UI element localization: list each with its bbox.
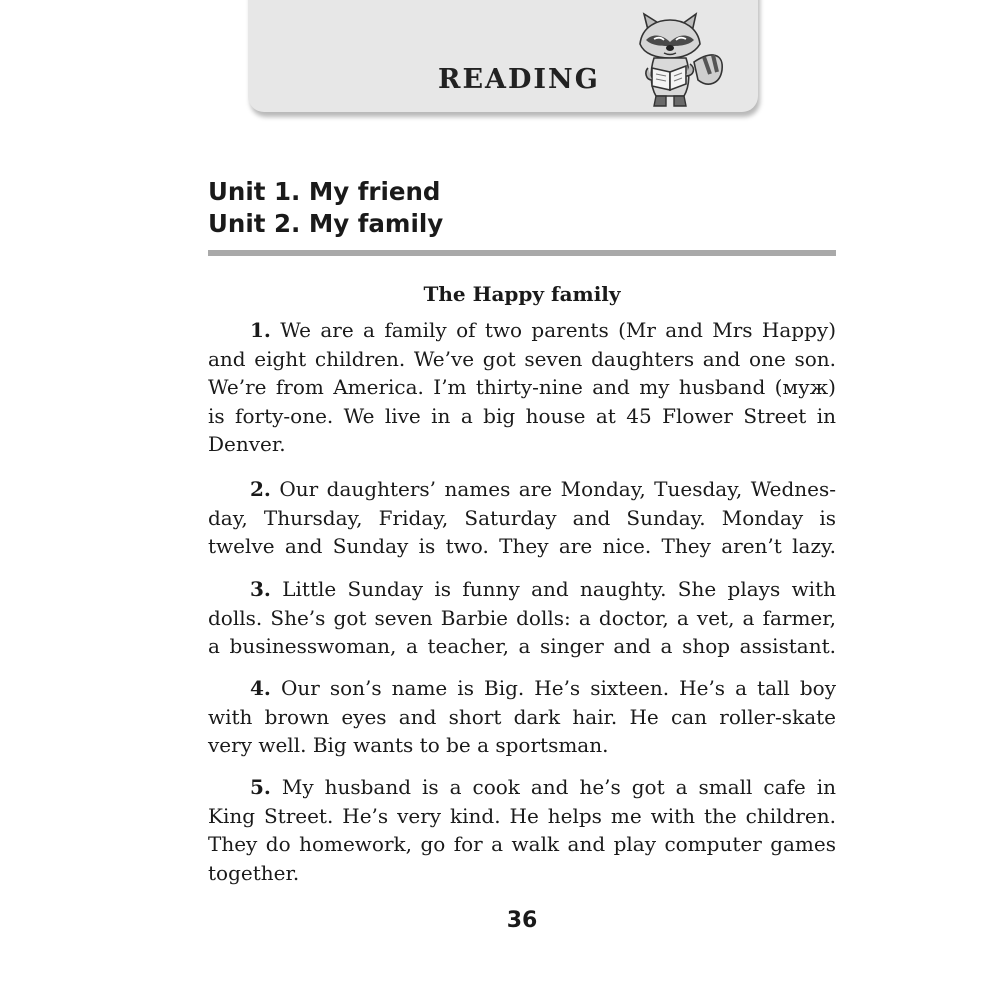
paragraph-number: 2.: [250, 477, 271, 501]
paragraph-number: 5.: [250, 775, 271, 799]
paragraph-line: very well. Big wants to be a sportsman.: [208, 733, 609, 757]
paragraph-line: 5. My husband is a cook and he’s got a small cafe in: [250, 775, 837, 799]
story-paragraph: [208, 674, 836, 760]
unit-heading: Unit 2. My family: [208, 209, 444, 238]
paragraph-line: dolls. She’s got seven Barbie dolls: a doctor, a vet, a farmer,: [208, 605, 836, 630]
story-paragraph: [208, 316, 836, 459]
paragraph-line: 2. Our daughters’ names are Monday, Tuesday, Wednes-: [250, 477, 836, 501]
paragraph-line: with brown eyes and short dark hair. He can roller-skate: [208, 704, 836, 729]
section-title: READING: [438, 64, 600, 95]
paragraph-line: We’re from America. I’m thirty-nine and my husband (муж): [208, 375, 836, 399]
paragraph-line: day, Thursday, Friday, Saturday and Sunday. Monday is: [208, 505, 836, 530]
paragraph-line: 1. We are a family of two parents (Mr and Mrs Happy): [250, 318, 836, 342]
story-paragraph: [208, 773, 836, 887]
story-title: The Happy family: [423, 282, 621, 306]
unit-headings: [208, 176, 443, 240]
raccoon-reading-icon: [624, 10, 728, 110]
paragraph-line: Denver.: [208, 432, 286, 456]
story-paragraph: [208, 575, 836, 661]
paragraph-number: 4.: [250, 676, 271, 700]
paragraph-number: 1.: [250, 318, 271, 342]
paragraph-number: 3.: [250, 577, 271, 601]
paragraph-line: and eight children. We’ve got seven daughters and one son.: [208, 346, 836, 371]
paragraph-line: together.: [208, 860, 300, 885]
paragraph-line: twelve and Sunday is two. They are nice. They aren’t lazy.: [208, 534, 836, 558]
paragraph-line: is forty-one. We live in a big house at 45 Flower Street in: [208, 403, 836, 428]
page-number: 36: [506, 908, 538, 933]
unit-heading: Unit 1. My friend: [208, 177, 441, 206]
paragraph-line: 3. Little Sunday is funny and naughty. She plays with: [250, 577, 836, 601]
story-paragraph: [208, 475, 836, 561]
paragraph-line: King Street. He’s very kind. He helps me with the children.: [208, 803, 836, 828]
paragraph-line: They do homework, go for a walk and play computer games: [208, 832, 836, 856]
paragraph-line: 4. Our son’s name is Big. He’s sixteen. He’s a tall boy: [250, 676, 836, 700]
paragraph-line: a businesswoman, a teacher, a singer and a shop assistant.: [208, 634, 836, 658]
section-divider: [208, 250, 836, 256]
